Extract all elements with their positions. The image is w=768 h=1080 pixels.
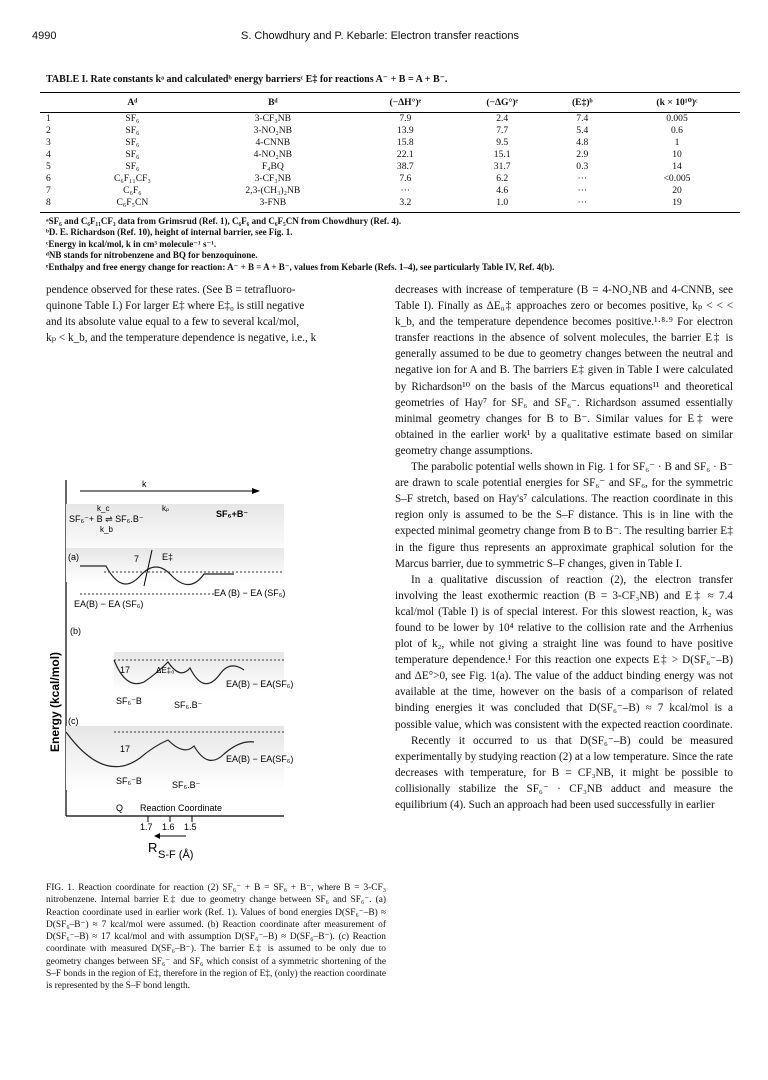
table-cell: 0.3: [576, 161, 589, 172]
table-cell: 2.4: [496, 113, 509, 124]
r-sub-label: S-F (Å): [158, 849, 194, 861]
table-cell: 1: [674, 137, 680, 148]
footnote: ᵉEnthalpy and free energy change for reaction: A⁻ + B = A + B⁻, values from Kebarle (Refs. 1–4), see particularly Table IV, Ref. 4(b).: [46, 261, 555, 272]
table-cell: 5.4: [576, 125, 589, 136]
left-column-text: [46, 282, 386, 346]
table-row: [40, 173, 740, 185]
sf6b-minus-b-label: SF₆⁻B: [116, 696, 142, 706]
table-cell: 7: [46, 185, 51, 196]
footnote: ᵈNB stands for nitrobenzene and BQ for benzoquinone.: [46, 250, 258, 261]
text-line: and its absolute value equal to a few to several kcal/mol,: [46, 316, 300, 329]
table-cell: 20: [672, 185, 682, 196]
table-cell: SF₆: [125, 113, 140, 124]
table-header-cell: Aᵈ: [76, 93, 189, 113]
table-cell: 4-NO₂NB: [253, 149, 293, 160]
tick-label: 1.6: [162, 822, 175, 832]
table-cell: 3-CF₃NB: [254, 113, 292, 124]
panel-a-label: (a): [68, 552, 79, 562]
table-row: [40, 161, 740, 173]
table-cell: 4: [46, 149, 51, 160]
table-header-cell: (−ΔG°)ᵉ: [454, 93, 551, 113]
reaction-coordinate-label: Reaction Coordinate: [140, 803, 223, 813]
table-cell: 2,3-(CH₃)₂NB: [245, 185, 301, 196]
table-cell: 0.6: [670, 125, 683, 136]
seventeen-c-label: 17: [120, 744, 131, 754]
table-caption: TABLE I. Rate constants kᵃ and calculatedᵇ energy barriersᶜ E‡ for reactions A⁻ + B = A + B⁻.: [46, 74, 448, 85]
table-row: [40, 125, 740, 137]
r-label: R: [148, 840, 158, 855]
table-cell: 15.1: [493, 149, 511, 160]
table-cell: ···: [551, 197, 614, 213]
table-header-cell: (E‡)ᵇ: [551, 93, 614, 113]
tick-label: 1.5: [184, 822, 197, 832]
text-line: kₚ < k_b, and the temperature dependence is negative, i.e., k: [46, 332, 317, 345]
table-cell: 6.2: [496, 173, 509, 184]
table-cell: 22.1: [396, 149, 414, 160]
table-cell: 4-CNNB: [255, 137, 291, 148]
table-cell: 3-NO₂NB: [253, 125, 293, 136]
table-cell: 4.8: [576, 137, 589, 148]
figure-1-reaction-coordinate: [44, 474, 384, 879]
kc-label: k_c: [97, 504, 110, 513]
table-row: [40, 137, 740, 149]
table-cell: 0.005: [666, 113, 688, 124]
table-cell: 10: [672, 149, 682, 160]
ea-right-a-label: EA (B) − EA (SF₆): [214, 588, 286, 598]
table-row: [40, 185, 740, 197]
table-row: [40, 113, 740, 126]
table-cell: ···: [577, 185, 588, 196]
table-header-cell: [40, 93, 76, 113]
panel-a-shade: [66, 548, 284, 582]
products-label: SF₆+B⁻: [216, 509, 249, 519]
table-cell: 3: [46, 137, 51, 148]
running-title: S. Chowdhury and P. Kebarle: Electron transfer reactions: [240, 30, 519, 42]
page-number: 4990: [32, 30, 57, 42]
table-cell: 1.0: [454, 197, 551, 213]
table-cell: C₆F₁₁CF₃: [113, 173, 151, 184]
table-cell: SF₆: [125, 161, 140, 172]
ea-left-label: EA(B) − EA (SF₆): [74, 599, 144, 609]
panel-c-label: (c): [68, 716, 79, 726]
table-cell: 31.7: [493, 161, 511, 172]
tick-label: 1.7: [140, 822, 153, 832]
table-cell: ···: [577, 173, 588, 184]
footnote: ᶜEnergy in kcal/mol, k in cm³ molecule⁻¹ s⁻¹.: [46, 238, 217, 249]
table-cell: 7.7: [496, 125, 509, 136]
e0-barrier-label: ΔE‡₀: [156, 666, 175, 675]
table-cell: 3.2: [357, 197, 454, 213]
table-cell: C₆F₅CN: [76, 197, 189, 213]
footnote: ᵃSF₆ and C₆F₁₁CF₃ data from Grimsrud (Ref. 1), C₆F₆ and C₆F₅CN from Chowdhury (Ref. 4).: [46, 216, 402, 226]
seven-label: 7: [134, 554, 140, 564]
table-cell: 14: [672, 161, 682, 172]
table-cell: <0.005: [663, 173, 691, 184]
paragraph: decreases with increase of temperature (B = 4-NO₂NB and 4-CNNB, see Table I). Finally as ΔE₀‡ approaches zero or becomes positive, kₚ < < < k_b, and the temperature dependence becomes positive.¹·⁸·⁹ For electron transfer reactions in the absence of solvent molecules, the barrier E‡ is generally assumed to be due to geometry changes between the neutral and negative ion for A and B. The barriers E‡ given in Table I were calculated by Richardson¹⁰ on the basis of the Marcus equations¹¹ and theoretical geometries of Hay⁷ for SF₆ and SF₆⁻. Richardson assumed essentially minimal geometry changes for B to B⁻. Similar values for E‡ were obtained in the earlier work¹ by a qualitative estimate based on similar geometry change assumptions.: [395, 284, 733, 457]
right-column-text: [395, 282, 733, 813]
q-label: Q: [116, 803, 124, 813]
table-cell: 13.9: [396, 125, 414, 136]
table-header-cell: (−ΔH°)ᵉ: [357, 93, 454, 113]
ea-right-b-label: EA(B) − EA(SF₆): [226, 679, 294, 689]
table-cell: 3-FNB: [189, 197, 357, 213]
table-cell: 7.9: [399, 113, 412, 124]
table-cell: 4.6: [496, 185, 509, 196]
table-footnotes: [46, 216, 736, 273]
table-cell: 9.5: [496, 137, 509, 148]
sf6b-minus-c-label: SF₆⁻B: [116, 776, 142, 786]
kb-label: k_b: [100, 525, 113, 534]
table-cell: 7.4: [576, 113, 589, 124]
panel-b-label: (b): [70, 626, 81, 636]
sf6b-b-label: SF₆.B⁻: [174, 700, 203, 710]
table-cell: SF₆: [125, 137, 140, 148]
table-cell: 8: [40, 197, 76, 213]
table-cell: 3-CF₃NB: [254, 173, 292, 184]
k-label: k: [142, 479, 147, 489]
table-cell: 19: [614, 197, 740, 213]
table-header-row: [40, 93, 740, 113]
table-header-cell: Bᵈ: [189, 93, 357, 113]
table-cell: SF₆: [125, 125, 140, 136]
text-line: pendence observed for these rates. (See B = tetrafluoro-: [46, 284, 296, 296]
table-cell: 6: [46, 173, 51, 184]
table-cell: 2.9: [576, 149, 589, 160]
table-cell: F₄BQ: [261, 161, 284, 172]
table-cell: 7.6: [399, 173, 412, 184]
table-cell: 1: [46, 113, 51, 124]
rate-constants-table: [40, 92, 740, 213]
paragraph: In a qualitative discussion of reaction (2), the electron transfer involving the least exothermic reaction (B = 3-CF₃NB) and E‡ ≈ 7.4 kcal/mol (Table I) is of special interest. For this slowest reaction, k₂ was found to be lower by 10⁴ relative to the collision rate and the Arrhenius plot of k₂, while not giving a straight line was found to have positive temperature dependence.¹ For this reaction one expects E‡ > D(SF₆⁻–B) and ΔE°>0, see Fig. 1(a). The value of the adduct binding energy was not available at the time, however on the basis of a comparison of related binding energies it was concluded that D(SF₆⁻–B) ≈ 7 kcal/mol is a possible value, which was consistent with the expected reaction coordinate.: [395, 573, 733, 731]
table-cell: 38.7: [396, 161, 414, 172]
kp-label: kₚ: [162, 504, 170, 513]
sf6b-c-label: SF₆.B⁻: [172, 780, 201, 790]
y-axis-label: Energy (kcal/mol): [48, 651, 62, 752]
table-row: [40, 149, 740, 161]
seventeen-b-label: 17: [120, 665, 131, 675]
ea-right-c-label: EA(B) − EA(SF₆): [226, 754, 294, 764]
e-barrier-label: E‡: [162, 552, 174, 562]
table-cell: SF₆: [125, 149, 140, 160]
table-cell: 2: [46, 125, 51, 136]
reactants-label: SF₆⁻+ B ⇌ SF₆.B⁻: [69, 514, 144, 524]
r-arrow-head: [154, 833, 160, 839]
table-cell: ···: [400, 185, 411, 196]
table-header-cell: (k × 10¹⁰)ᶜ: [614, 93, 740, 113]
footnote: ᵇD. E. Richardson (Ref. 10), height of internal barrier, see Fig. 1.: [46, 227, 293, 238]
paragraph: Recently it occurred to us that D(SF₆⁻–B) could be measured experimentally by studying reaction (2) at a low temperature. Since the rate decreases with temperature, for B = CF₃NB, it might be possible to collisionally stabilize the SF₆⁻ · CF₃NB adduct and measure the equilibrium (4). Such an approach had been used successfully in earlier: [395, 734, 733, 811]
table-cell: 15.8: [396, 137, 414, 148]
table-cell: C₆F₆: [123, 185, 142, 196]
paragraph: The parabolic potential wells shown in Fig. 1 for SF₆⁻ · B and SF₆ · B⁻ are drawn to scale potential energies for SF₆⁻ and SF₆, for the symmetric S–F stretch, based on Hay's⁷ calculations. The reaction coordinate in this region only is assumed to be the S–F distance. This is in line with the expected minimal geometry change from B to B⁻. The resulting barrier E‡ in the figure thus represents an approximate graphical solution for the Marcus barrier, due to symmetric S–F changes, given in Table I.: [395, 461, 733, 570]
k-arrow-head: [252, 488, 260, 494]
table-row: [40, 197, 740, 213]
figure-caption: FIG. 1. Reaction coordinate for reaction (2) SF₆⁻ + B = SF₆ + B⁻, where B = 3-CF₃ nitrobenzene. Internal barrier E‡ due to geometry change between SF₆ and SF₆⁻. (a) Reaction coordinate used in earlier work (Ref. 1). Values of bond energies D(SF₆⁻–B) ≈ D(SF₆–B⁻) ≈ 7 kcal/mol were assumed. (b) Reaction coordinate after measurement of D(SF₆⁻–B) ≈ 17 kcal/mol and with assumption D(SF₆⁻–B) ≈ D(SF₆–B⁻). (c) Reaction coordinate with measured D(SF₆–B⁻). The barrier E‡ is assumed to be only due to geometry changes between SF₆⁻ and SF₆ which consist of a symmetric shortening of the S–F bonds in the region of E‡, therefore in the region of E‡, (only) the reaction coordinate is represented by the S–F bond length.: [46, 883, 386, 992]
table-cell: 5: [46, 161, 51, 172]
text-line: quinone Table I.) For larger E‡ where E‡₀ is still negative: [46, 300, 305, 313]
